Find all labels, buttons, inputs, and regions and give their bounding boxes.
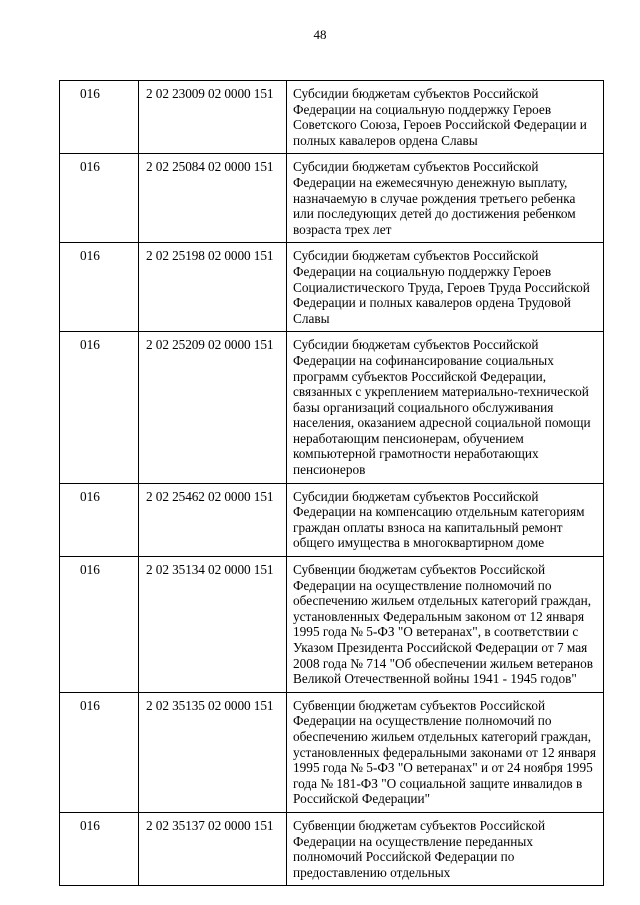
admin-code-cell: 016 — [60, 557, 139, 693]
table-row — [60, 557, 604, 693]
budget-code-cell: 2 02 35134 02 0000 151 — [139, 557, 287, 693]
budget-code-cell: 2 02 25209 02 0000 151 — [139, 332, 287, 483]
description-cell: Субсидии бюджетам субъектов Российской Федерации на компенсацию отдельным категориям граждан оплаты взноса на капитальный ремонт общего имущества в многоквартирном доме — [287, 483, 604, 556]
admin-code-cell: 016 — [60, 154, 139, 243]
table-row — [60, 692, 604, 812]
budget-classification-table — [59, 80, 604, 886]
admin-code-cell: 016 — [60, 243, 139, 332]
budget-code-cell: 2 02 25462 02 0000 151 — [139, 483, 287, 556]
budget-code-cell: 2 02 25084 02 0000 151 — [139, 154, 287, 243]
description-cell: Субсидии бюджетам субъектов Российской Федерации на социальную поддержку Героев Советского Союза, Героев Российской Федерации и полных кавалеров ордена Славы — [287, 81, 604, 154]
table-row — [60, 332, 604, 483]
admin-code-cell: 016 — [60, 692, 139, 812]
page-number: 48 — [313, 27, 327, 42]
table-row — [60, 154, 604, 243]
admin-code-cell: 016 — [60, 332, 139, 483]
budget-code-cell: 2 02 35137 02 0000 151 — [139, 812, 287, 885]
description-cell: Субсидии бюджетам субъектов Российской Федерации на ежемесячную денежную выплату, назначаемую в случае рождения третьего ребенка или последующих детей до достижения ребенком возраста трех лет — [287, 154, 604, 243]
description-cell: Субсидии бюджетам субъектов Российской Федерации на софинансирование социальных программ субъектов Российской Федерации, связанных с укреплением материально-технической базы организаций социального обслуживания населения, оказанием адресной социальной помощи неработающим пенсионерам, обучением компьютерной грамотности неработающих пенсионеров — [287, 332, 604, 483]
table-row — [60, 243, 604, 332]
description-cell: Субвенции бюджетам субъектов Российской Федерации на осуществление переданных полномочий Российской Федерации по предоставлению отдельных — [287, 812, 604, 885]
budget-code-cell: 2 02 25198 02 0000 151 — [139, 243, 287, 332]
admin-code-cell: 016 — [60, 483, 139, 556]
table-row — [60, 483, 604, 556]
budget-code-cell: 2 02 23009 02 0000 151 — [139, 81, 287, 154]
table-row — [60, 812, 604, 885]
table-row — [60, 81, 604, 154]
admin-code-cell: 016 — [60, 81, 139, 154]
description-cell: Субвенции бюджетам субъектов Российской Федерации на осуществление полномочий по обеспечению жильем отдельных категорий граждан, установленных Федеральным законом от 12 января 1995 года № 5-ФЗ "О ветеранах", в соответствии с Указом Президента Российской Федерации от 7 мая 2008 года № 714 "Об обеспечении жильем ветеранов Великой Отечественной войны 1941 - 1945 годов" — [287, 557, 604, 693]
description-cell: Субсидии бюджетам субъектов Российской Федерации на социальную поддержку Героев Социалистического Труда, Героев Труда Российской Федерации и полных кавалеров ордена Трудовой Славы — [287, 243, 604, 332]
description-cell: Субвенции бюджетам субъектов Российской Федерации на осуществление полномочий по обеспечению жильем отдельных категорий граждан, установленных федеральными законами от 12 января 1995 года № 5-ФЗ "О ветеранах" и от 24 ноября 1995 года № 181-ФЗ "О социальной защите инвалидов в Российской Федерации" — [287, 692, 604, 812]
budget-code-cell: 2 02 35135 02 0000 151 — [139, 692, 287, 812]
admin-code-cell: 016 — [60, 812, 139, 885]
